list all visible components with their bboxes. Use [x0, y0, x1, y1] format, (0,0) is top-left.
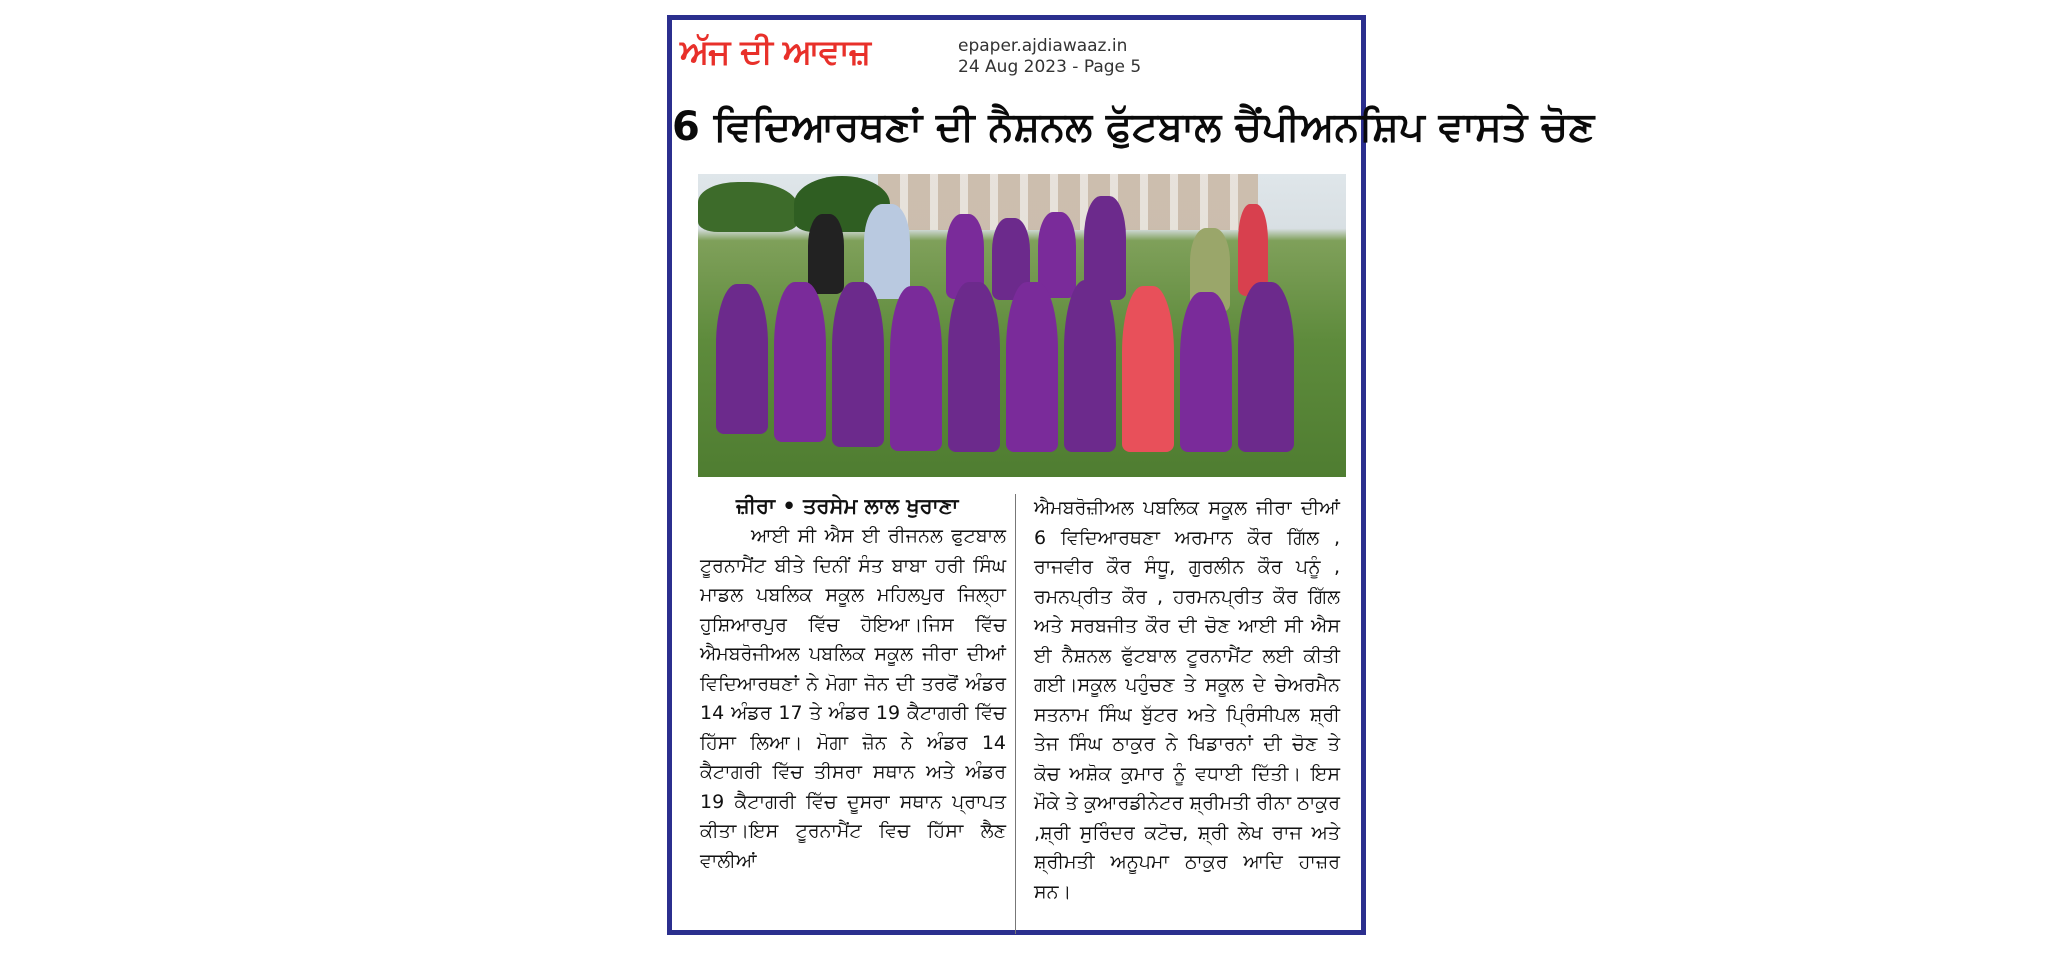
site-url[interactable]: epaper.ajdiawaaz.in — [958, 36, 1128, 56]
photo-person — [1180, 292, 1232, 452]
newspaper-clipping — [667, 15, 1595, 935]
masthead — [680, 28, 1360, 82]
photo-person — [1006, 282, 1058, 452]
photo-person — [808, 214, 844, 294]
article-column-left: ਆਈ ਸੀ ਐਸ ਈ ਰੀਜਨਲ ਫੁਟਬਾਲ ਟੂਰਨਾਮੈਂਟ ਬੀਤੇ ਦਿਨੀਂ ਸੰਤ ਬਾਬਾ ਹਰੀ ਸਿੰਘ ਮਾਡਲ ਪਬਲਿਕ ਸਕੂਲ ਮਹਿਲਪੁਰ ਜਿਲ੍ਹਾ ਹੁਸ਼ਿਆਰਪੁਰ ਵਿੱਚ ਹੋਇਆ।ਜਿਸ ਵਿੱਚ ਐਮਬਰੋਜੀਅਲ ਪਬਲਿਕ ਸਕੂਲ ਜੀਰਾ ਦੀਆਂ ਵਿਦਿਆਰਥਣਾਂ ਨੇ ਮੋਗਾ ਜੋਨ ਦੀ ਤਰਫੋਂ ਅੰਡਰ 14 ਅੰਡਰ 17 ਤੇ ਅੰਡਰ 19 ਕੈਟਾਗਰੀ ਵਿੱਚ ਹਿੱਸਾ ਲਿਆ। ਮੋਗਾ ਜ਼ੋਨ ਨੇ ਅੰਡਰ 14 ਕੈਟਾਗਰੀ ਵਿੱਚ ਤੀਸਰਾ ਸਥਾਨ ਅਤੇ ਅੰਡਰ 19 ਕੈਟਾਗਰੀ ਵਿੱਚ ਦੂਸਰਾ ਸਥਾਨ ਪ੍ਰਾਪਤ ਕੀਤਾ।ਇਸ ਟੂਰਨਾਮੈਂਟ ਵਿਚ ਹਿੱਸਾ ਲੈਣ ਵਾਲੀਆਂ — [700, 525, 1013, 872]
column-divider — [1015, 494, 1016, 934]
article-headline: 6 ਵਿਦਿਆਰਥਣਾਂ ਦੀ ਨੈਸ਼ਨਲ ਫੁੱਟਬਾਲ ਚੈਂਪੀਅਨਸ਼ਿਪ ਵਾਸਤੇ ਚੋਣ — [672, 104, 1595, 150]
newspaper-logo — [680, 28, 870, 76]
photo-person — [774, 282, 826, 442]
photo-person — [890, 286, 942, 451]
masthead-meta — [958, 36, 1141, 78]
article-byline: ਜ਼ੀਰਾ • ਤਰਸੇਮ ਲਾਲ ਖੁਰਾਣਾ — [736, 494, 959, 518]
photo-person — [832, 282, 884, 447]
article-column-right: ਐਮਬਰੋਜ਼ੀਅਲ ਪਬਲਿਕ ਸਕੂਲ ਜੀਰਾ ਦੀਆਂ 6 ਵਿਦਿਆਰਥਣਾ ਅਰਮਾਨ ਕੌਰ ਗਿੱਲ , ਰਾਜਵੀਰ ਕੌਰ ਸੰਧੂ, ਗੁਰਲੀਨ ਕੌਰ ਪਨੂੰ , ਰਮਨਪ੍ਰੀਤ ਕੌਰ , ਹਰਮਨਪ੍ਰੀਤ ਕੌਰ ਗਿੱਲ ਅਤੇ ਸਰਬਜੀਤ ਕੌਰ ਦੀ ਚੋਣ ਆਈ ਸੀ ਐਸ ਈ ਨੈਸ਼ਨਲ ਫੁੱਟਬਾਲ ਟੂਰਨਾਮੈਂਟ ਲਈ ਕੀਤੀ ਗਈ।ਸਕੂਲ ਪਹੁੰਚਣ ਤੇ ਸਕੂਲ ਦੇ ਚੇਅਰਮੈਨ ਸਤਨਾਮ ਸਿੰਘ ਬੁੱਟਰ ਅਤੇ ਪ੍ਰਿੰਸੀਪਲ ਸ਼੍ਰੀ ਤੇਜ ਸਿੰਘ ਠਾਕੁਰ ਨੇ ਖਿਡਾਰਨਾਂ ਦੀ ਚੋਣ ਤੇ ਕੋਚ ਅਸ਼ੋਕ ਕੁਮਾਰ ਨੂੰ ਵਧਾਈ ਦਿੱਤੀ। ਇਸ ਮੌਕੇ ਤੇ ਕੁਆਰਡੀਨੇਟਰ ਸ਼੍ਰੀਮਤੀ ਰੀਨਾ ਠਾਕੁਰ ,ਸ਼੍ਰੀ ਸੁਰਿੰਦਰ ਕਟੋਚ, ਸ਼੍ਰੀ ਲੇਖ ਰਾਜ ਅਤੇ ਸ਼੍ਰੀਮਤੀ ਅਨੂਪਮਾ ਠਾਕੁਰ ਆਦਿ ਹਾਜ਼ਰ ਸਨ। — [1034, 497, 1347, 903]
team-photo — [698, 174, 1346, 477]
photo-tree — [698, 182, 798, 232]
logo-text: ਅੱਜ ਦੀ ਆਵਾਜ਼ — [680, 32, 871, 72]
photo-person — [1064, 280, 1116, 452]
photo-person — [716, 284, 768, 434]
photo-person — [948, 282, 1000, 452]
photo-person — [1122, 286, 1174, 452]
date-page: 24 Aug 2023 - Page 5 — [958, 57, 1142, 77]
photo-person — [1238, 282, 1294, 452]
photo-person — [864, 204, 910, 299]
